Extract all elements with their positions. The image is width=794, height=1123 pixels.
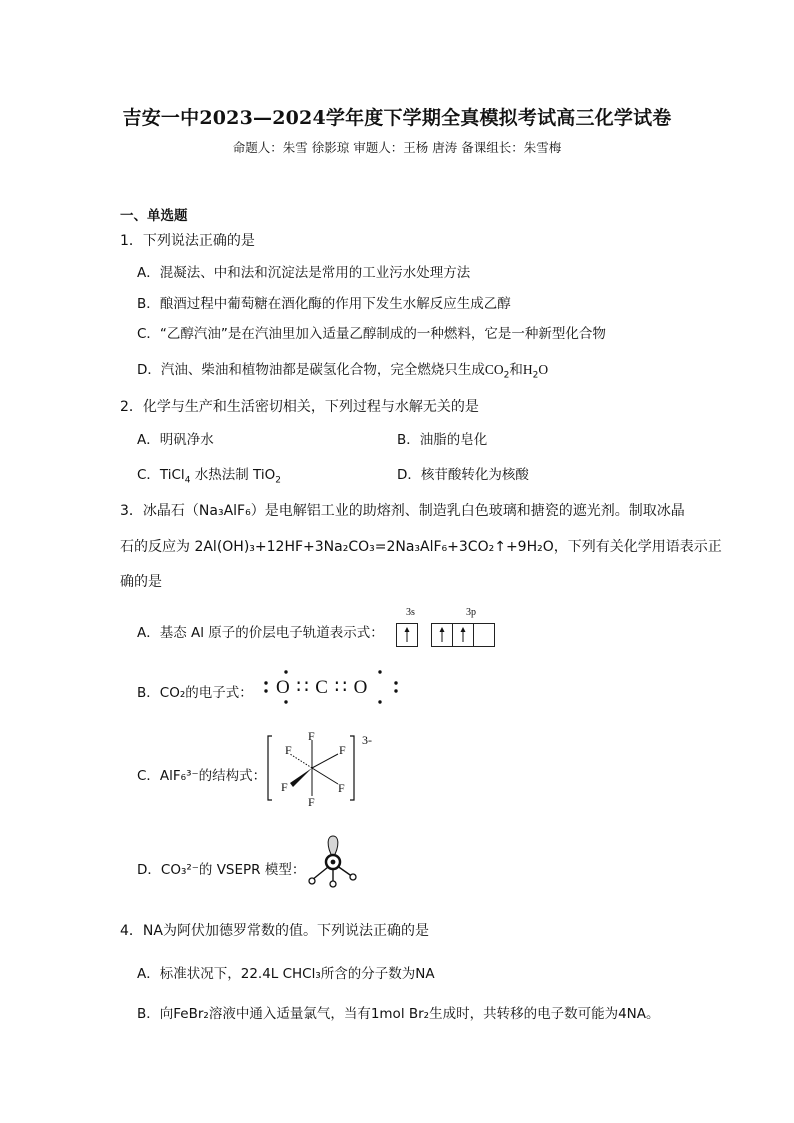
q2-stem: 2．化学与生产和生活密切相关，下列过程与水解无关的是 [120, 399, 479, 415]
fluorine-bottom: F [308, 795, 315, 809]
q1-option-b: B．酿酒过程中葡萄糖在酒化酶的作用下发生水解反应生成乙醇 [137, 296, 511, 312]
orbital-label-3s: 3s [406, 607, 415, 618]
orbital-box-3p-2 [452, 623, 474, 647]
fluorine-top: F [308, 729, 315, 743]
q2-option-b: B．油脂的皂化 [397, 432, 488, 448]
orbital-box-3p-1 [431, 623, 453, 647]
fluorine-lower-left: F [281, 780, 288, 794]
q1-option-d-and: 和 [509, 362, 523, 378]
q2-option-a: A．明矾净水 [137, 432, 214, 448]
q1-stem: 1．下列说法正确的是 [120, 233, 255, 249]
q2-option-c-sub4: 4 [184, 475, 191, 486]
q1-option-d-h: H [522, 362, 533, 377]
q3-stem-line2: 石的反应为 2Al(OH)₃+12HF+3Na₂CO₃=2Na₃AlF₆+3CO₂↑+9H₂O，下列有关化学用语表示正 [120, 539, 722, 555]
q1-option-a: A．混凝法、中和法和沉淀法是常用的工业污水处理方法 [137, 265, 471, 281]
up-arrow-icon [453, 624, 473, 646]
q4-stem: 4．NA为阿伏加德罗常数的值。下列说法正确的是 [120, 923, 429, 939]
fluorine-lower-right: F [338, 781, 345, 795]
alf6-octahedral-structure [266, 728, 376, 808]
co2-lewis-structure [262, 676, 369, 699]
q1-option-d-text: D．汽油、柴油和植物油都是碳氢化合物，完全燃烧只生成 [137, 362, 485, 378]
q1-option-d [137, 358, 548, 381]
q4-option-b: B．向FeBr₂溶液中通入适量氯气，当有1mol Br₂生成时，共转移的电子数可能为4NA。 [137, 1006, 660, 1022]
q1-option-d-o: O [538, 362, 549, 377]
q2-option-c-ticl: C．TiCl [137, 467, 185, 483]
q2-option-d: D．核苷酸转化为核酸 [397, 467, 529, 483]
q2-option-c [137, 463, 281, 486]
fluorine-upper-right: F [339, 743, 346, 757]
q1-option-c: C．“乙醇汽油”是在汽油里加入适量乙醇制成的一种燃料，它是一种新型化合物 [137, 326, 606, 342]
charge-label: 3- [362, 733, 372, 747]
up-arrow-icon [397, 624, 417, 646]
q4-option-a: A．标准状况下，22.4L CHCl₃所含的分子数为NA [137, 966, 435, 982]
orbital-box-3p-3 [473, 623, 495, 647]
up-arrow-icon [432, 624, 452, 646]
q2-option-c-text: 水热法制 TiO [190, 467, 276, 483]
q3-stem-line1: 3．冰晶石（Na₃AlF₆）是电解铝工业的助熔剂、制造乳白色玻璃和搪瓷的遮光剂。制取冰晶 [120, 503, 685, 519]
q2-option-c-sub2: 2 [275, 475, 281, 486]
fluorine-upper-left: F [285, 743, 292, 757]
q3-option-a: A．基态 Al 原子的价层电子轨道表示式： [137, 625, 384, 641]
orbital-label-3p: 3p [466, 607, 476, 618]
q3-option-c: C．AlF₆³⁻的结构式： [137, 768, 267, 784]
q3-stem-line3: 确的是 [120, 574, 162, 590]
exam-title: 吉安一中2023—2024学年度下学期全真模拟考试高三化学试卷 [122, 107, 672, 129]
q1-option-d-co2: CO [484, 362, 504, 377]
q1-option-d-co2-sub: 2 [503, 370, 510, 381]
co2-formula: O ∷ C ∷ O [276, 677, 369, 698]
exam-authors: 命题人：朱雪 徐影琼 审题人：王杨 唐涛 备课组长：朱雪梅 [232, 140, 562, 155]
q3-option-b: B．CO₂的电子式： [137, 685, 253, 701]
vsepr-model-icon [302, 830, 364, 890]
q3-option-d: D．CO₃²⁻的 VSEPR 模型： [137, 862, 306, 878]
section-heading: 一、单选题 [120, 208, 188, 224]
orbital-box-3s [396, 623, 418, 647]
q1-option-d-h2o-sub: 2 [532, 370, 539, 381]
